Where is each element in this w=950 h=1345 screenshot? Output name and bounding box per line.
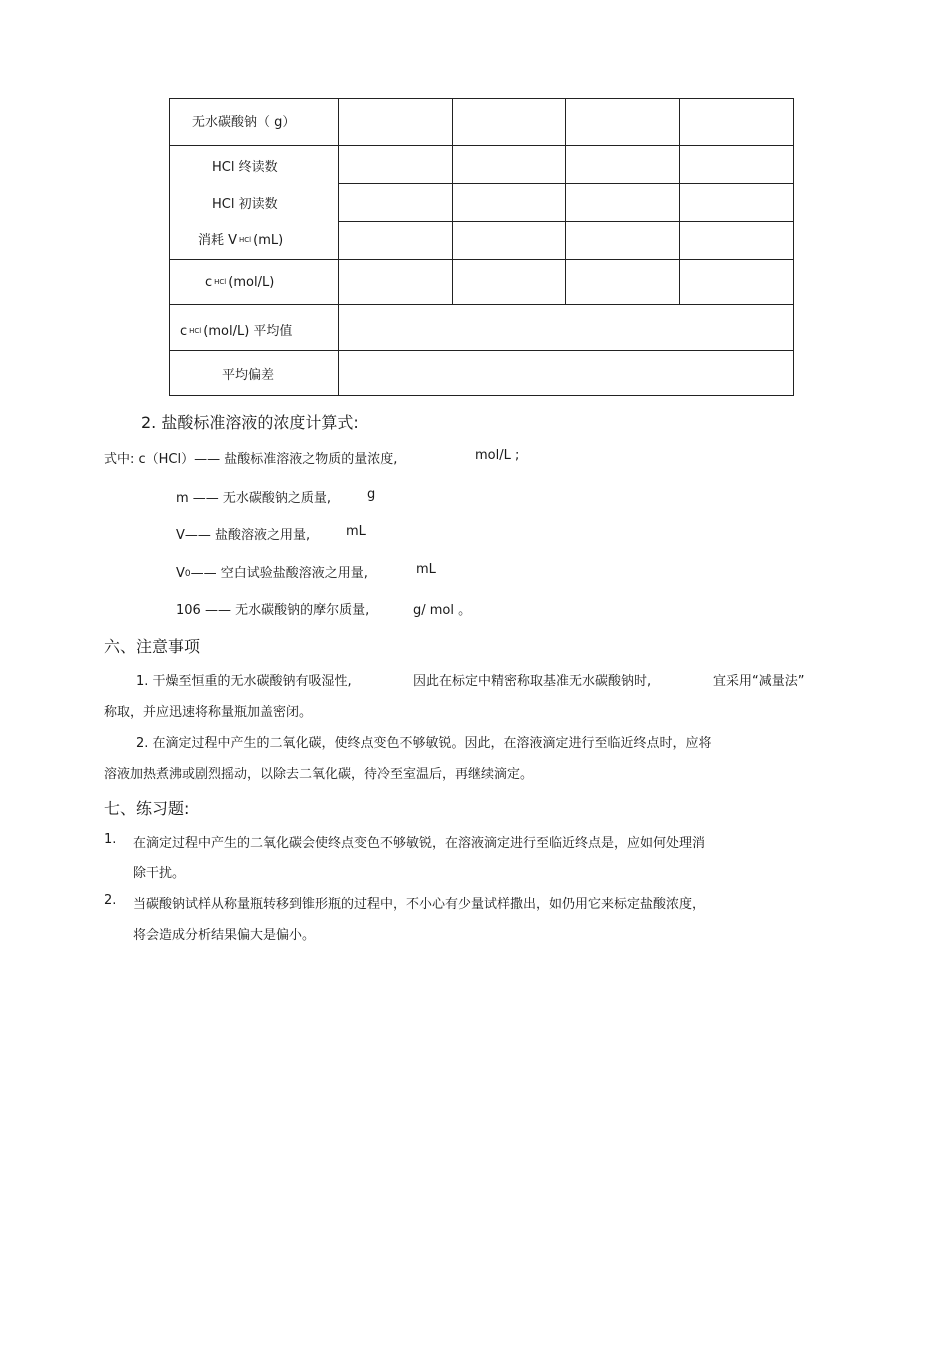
- question-2-line-2: 将会造成分析结果偏大是偏小。: [133, 928, 316, 943]
- table-border-top: [169, 98, 794, 99]
- question-1-line-2: 除干扰。: [133, 866, 186, 881]
- section-6-heading: 六、注意事项: [104, 637, 201, 656]
- definition-106-unit: g/ mol 。: [413, 603, 472, 618]
- definition-v0-label: [176, 562, 368, 581]
- row-label-consumed: [198, 229, 283, 248]
- row-label-deviation: 平均偏差: [222, 368, 275, 383]
- note-1-part-d: 称取，并应迅速将称量瓶加盖密闭。: [104, 705, 313, 720]
- conc-suffix: (mol/L): [228, 275, 275, 290]
- note-1-part-b: 因此在标定中精密称取基准无水碳酸钠时,: [413, 674, 652, 689]
- table-line: [338, 98, 339, 396]
- consumed-prefix: 消耗 V: [198, 233, 238, 248]
- table-line: [169, 304, 794, 305]
- v0-subscript: 0: [184, 569, 191, 579]
- definition-v-unit: mL: [346, 524, 366, 539]
- table-line: [169, 350, 794, 351]
- definition-106-label: 106 —— 无水碳酸钠的摩尔质量,: [176, 603, 370, 618]
- row-label-average: [180, 320, 292, 339]
- table-border-bottom: [169, 395, 794, 396]
- table-border-right: [793, 98, 794, 396]
- definition-c-unit: mol/L ;: [475, 448, 520, 463]
- table-line: [169, 145, 794, 146]
- row-label-initial-reading: HCl 初读数: [212, 197, 278, 212]
- table-line: [338, 221, 794, 222]
- table-line: [452, 98, 453, 305]
- avg-prefix: c: [180, 324, 188, 339]
- note-2-line-2: 溶液加热煮沸或剧烈摇动，以除去二氧化碳，待冷至室温后，再继续滴定。: [104, 767, 534, 782]
- question-2-number: 2.: [104, 893, 117, 908]
- question-1-number: 1.: [104, 832, 117, 847]
- table-line: [338, 183, 794, 184]
- consumed-subscript: HCl: [239, 236, 252, 244]
- conc-subscript: HCl: [214, 278, 227, 286]
- section-7-heading: 七、练习题:: [104, 799, 190, 818]
- question-1-line-1: 在滴定过程中产生的二氧化碳会使终点变色不够敏锐，在溶液滴定进行至临近终点是，应如何处理消: [133, 836, 706, 851]
- row-label-mass: 无水碳酸钠（ g）: [192, 115, 296, 130]
- definition-m-label: m —— 无水碳酸钠之质量,: [176, 491, 332, 506]
- v0-text: —— 空白试验盐酸溶液之用量,: [190, 566, 368, 581]
- table-line: [679, 98, 680, 305]
- question-2-line-1: 当碳酸钠试样从称量瓶转移到锥形瓶的过程中，不小心有少量试样撒出，如仍用它来标定盐酸浓度，: [133, 897, 706, 912]
- table-border-left: [169, 98, 170, 396]
- consumed-suffix: (mL): [253, 233, 284, 248]
- definition-m-unit: g: [367, 487, 376, 502]
- definition-v0-unit: mL: [416, 562, 436, 577]
- conc-prefix: c: [205, 275, 213, 290]
- definition-v-label: V—— 盐酸溶液之用量,: [176, 528, 311, 543]
- avg-suffix: (mol/L) 平均值: [203, 324, 293, 339]
- row-label-concentration: [205, 275, 274, 290]
- definition-c-label: 式中: c（HCl）—— 盐酸标准溶液之物质的量浓度,: [104, 452, 398, 467]
- note-2-line-1: 2. 在滴定过程中产生的二氧化碳，使终点变色不够敏锐。因此，在溶液滴定进行至临近终点时，应将: [136, 736, 712, 751]
- note-1-part-a: 1. 干燥至恒重的无水碳酸钠有吸湿性,: [136, 674, 352, 689]
- table-line: [169, 259, 794, 260]
- table-line: [565, 98, 566, 305]
- note-1-part-c: 宜采用“减量法”: [713, 674, 805, 689]
- avg-subscript: HCl: [189, 327, 202, 335]
- row-label-final-reading: HCl 终读数: [212, 160, 278, 175]
- section-2-heading: 2. 盐酸标准溶液的浓度计算式:: [141, 413, 359, 432]
- v0-prefix: V: [176, 566, 185, 581]
